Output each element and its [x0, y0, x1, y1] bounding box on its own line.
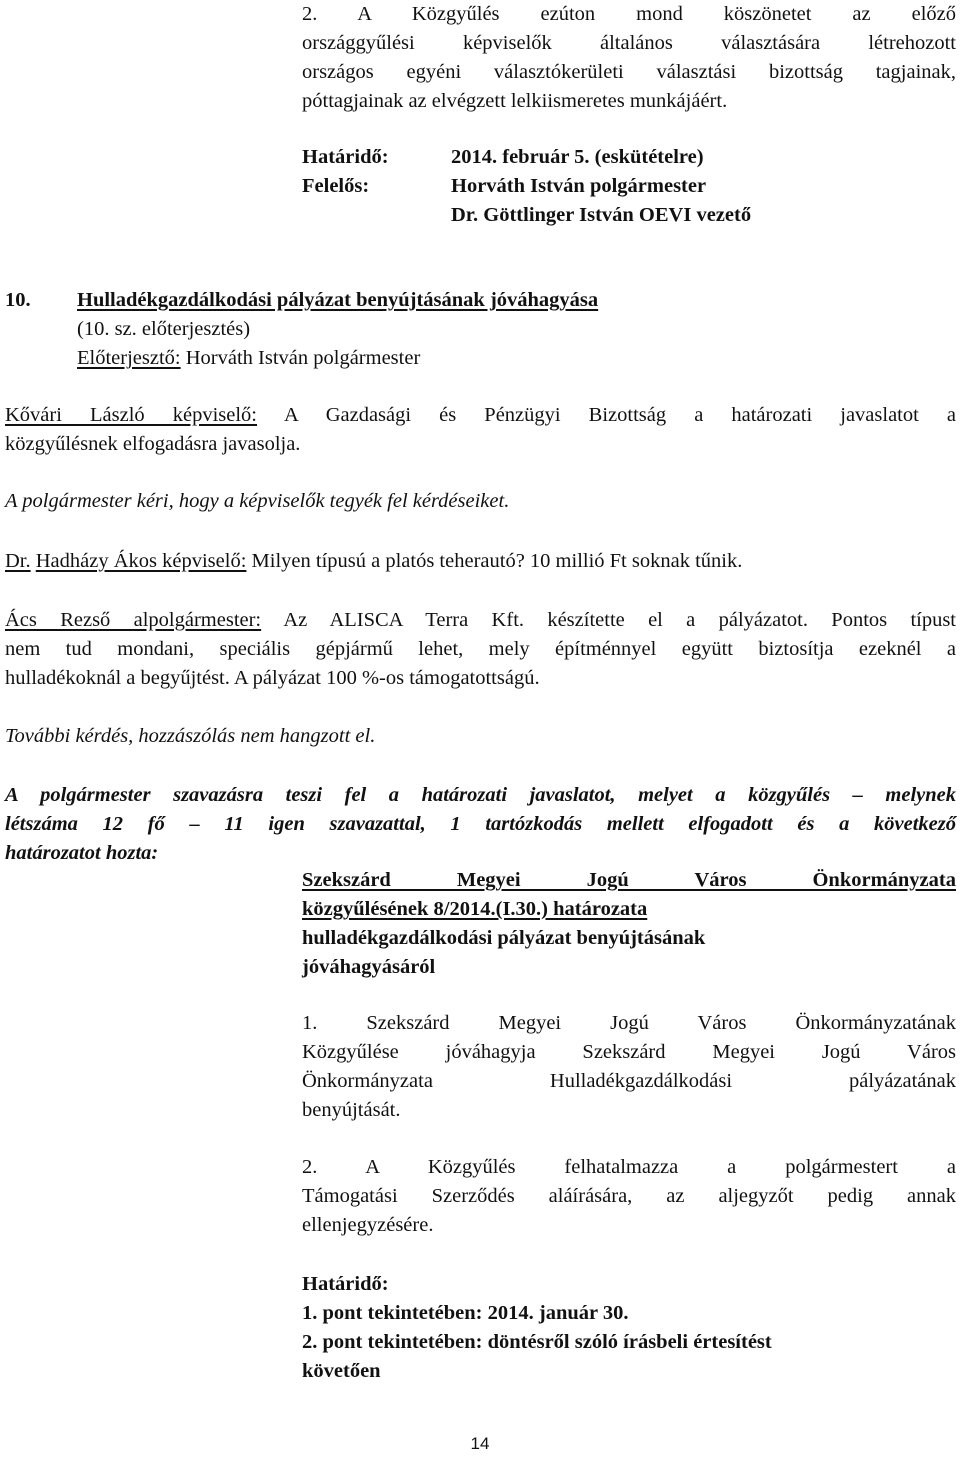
- hadhazy-line: [5, 547, 742, 576]
- prev-deadline-label: Határidő:: [302, 146, 389, 168]
- item-number: 10.: [5, 289, 31, 311]
- point1-line-2: Közgyűlése jóváhagyja Szekszárd Megyei Jogú Város: [302, 1041, 956, 1063]
- presenter-label: Előterjesztő:: [77, 347, 181, 369]
- resolution-deadline-1: 1. pont tekintetében: 2014. január 30.: [302, 1302, 629, 1324]
- resolution-head-1: Szekszárd Megyei Jogú Város Önkormányzata: [302, 869, 956, 891]
- prev-item-line-4: póttagjainak az elvégzett lelkiismeretes munkájáért.: [302, 90, 728, 112]
- kovari-speaker: Kővári László képviselő:: [5, 404, 257, 426]
- vote-line-1: A polgármester szavazásra teszi fel a határozati javaslatot, melyet a közgyűlés – melynek: [5, 784, 956, 806]
- point2-line-2: Támogatási Szerződés aláírására, az aljegyzőt pedig annak: [302, 1185, 956, 1207]
- resolution-deadline-2: 2. pont tekintetében: döntésről szóló írásbeli értesítést: [302, 1331, 772, 1353]
- hadhazy-text: Milyen típusú a platós teherautó? 10 millió Ft soknak tűnik.: [251, 550, 743, 572]
- resolution-subject-2: jóváhagyásáról: [302, 956, 436, 978]
- prev-item-line-1: 2. A Közgyűlés ezúton mond köszönetet az előző: [302, 3, 956, 25]
- no-more-questions: További kérdés, hozzászólás nem hangzott el.: [5, 725, 376, 747]
- point2-line-3: ellenjegyzésére.: [302, 1214, 434, 1236]
- prev-responsible-1: Horváth István polgármester: [451, 175, 707, 197]
- point1-line-1: 1. Szekszárd Megyei Jogú Város Önkormányzatának: [302, 1012, 956, 1034]
- resolution-head-2: közgyűlésének 8/2014.(I.30.) határozata: [302, 898, 648, 920]
- acs-speaker: Ács Rezső alpolgármester:: [5, 609, 262, 631]
- prev-responsible-2: Dr. Göttlinger István OEVI vezető: [451, 204, 752, 226]
- hadhazy-speaker: Hadházy Ákos képviselő:: [35, 550, 247, 572]
- item-title: Hulladékgazdálkodási pályázat benyújtásának jóváhagyása: [77, 289, 599, 311]
- item-reference: (10. sz. előterjesztés): [77, 318, 251, 340]
- mayor-questions: A polgármester kéri, hogy a képviselők tegyék fel kérdéseiket.: [5, 490, 510, 512]
- acs-line-3: hulladékoknál a begyűjtést. A pályázat 100 %-os támogatottságú.: [5, 667, 540, 689]
- kovari-text-1: A Gazdasági és Pénzügyi Bizottság a határozati javaslatot a: [283, 404, 956, 426]
- acs-line-2: nem tud mondani, speciális gépjármű lehet, mely építménnyel együtt biztosítja ezeknél a: [5, 638, 956, 660]
- vote-line-3: határozatot hozta:: [5, 842, 159, 864]
- point1-line-3: Önkormányzata Hulladékgazdálkodási pályázatának: [302, 1070, 956, 1092]
- vote-line-2: létszáma 12 fő – 11 igen szavazattal, 1 tartózkodás mellett elfogadott és a következő: [5, 813, 956, 835]
- item-presenter: [77, 344, 420, 373]
- page-number: 14: [470, 1434, 490, 1453]
- point2-line-1: 2. A Közgyűlés felhatalmazza a polgármestert a: [302, 1156, 956, 1178]
- resolution-deadline-3: követően: [302, 1360, 381, 1382]
- prev-item-line-2: országgyűlési képviselők általános választására létrehozott: [302, 32, 956, 54]
- hadhazy-prefix: Dr.: [5, 550, 31, 572]
- resolution-subject-1: hulladékgazdálkodási pályázat benyújtásának: [302, 927, 706, 949]
- prev-responsible-label: Felelős:: [302, 175, 370, 197]
- prev-item-line-3: országos egyéni választókerületi választási bizottság tagjainak,: [302, 61, 956, 83]
- kovari-line-1: [5, 401, 956, 430]
- kovari-line-2: közgyűlésnek elfogadásra javasolja.: [5, 433, 301, 455]
- point1-line-4: benyújtását.: [302, 1099, 401, 1121]
- acs-text-1: Az ALISCA Terra Kft. készítette el a pályázatot. Pontos típust: [283, 609, 957, 631]
- presenter-name: Horváth István polgármester: [185, 347, 421, 369]
- prev-deadline-value: 2014. február 5. (eskütételre): [451, 146, 704, 168]
- acs-line-1: [5, 606, 956, 635]
- resolution-deadline-label: Határidő:: [302, 1273, 389, 1295]
